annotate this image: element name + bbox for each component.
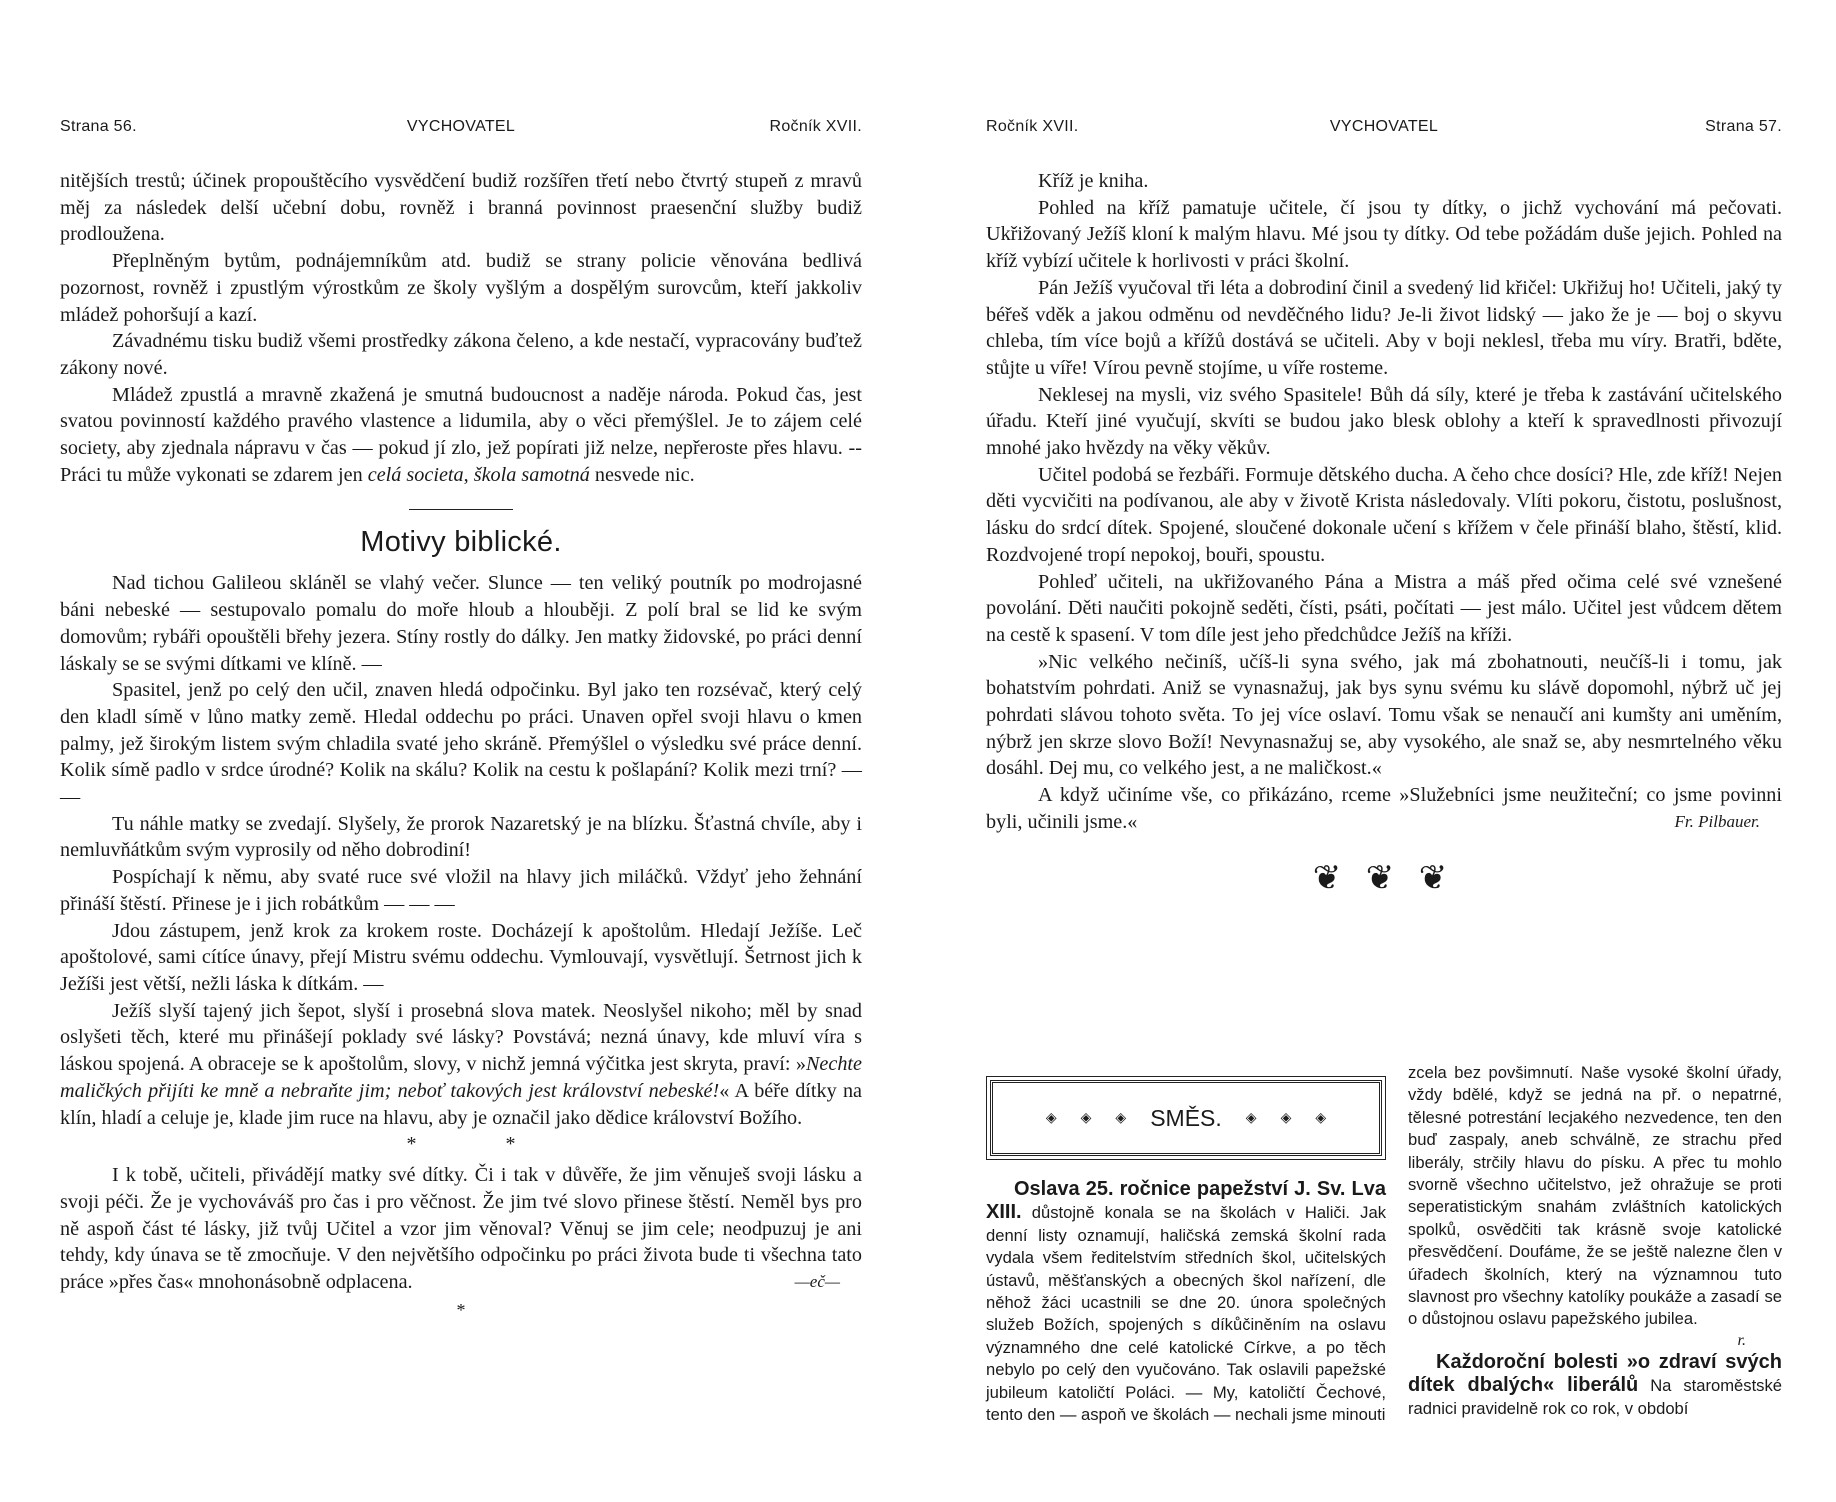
diamond-icon: ◈ xyxy=(1245,1110,1257,1126)
section-divider xyxy=(409,509,513,510)
news-item: zcela bez povšimnutí. Naše vysoké školní úřady, vždy bdělé, když se jedná na př. o nepatrné, tělesné potrestání lecjakého nezvedence, ten den buď zaspaly, aneb schválně, ze strachu před liberály, strčily hlavu do písku. A přec tu mohlo svorně všechno učitelstvo, jež ohražuje se proti seperatistickým snahám zvláštních katolických spolků, osvědčiti tak krásně svoje katolické přesvědčení. Doufáme, že se ještě nalezne člen v úřadech školních, který na významnou tuto slavnost pro všechny katolíky poukáže a zasadí se o důstojnou oslavu papežského jubilea. xyxy=(1408,1063,1782,1329)
left-page xyxy=(60,0,862,1500)
smes-section xyxy=(986,1062,1782,1502)
volume-label: Ročník XVII. xyxy=(769,118,862,135)
paragraph: Závadnému tisku budiž všemi prostředky zákona čeleno, a kde nestačí, vypracovány buďtež zákony nové. xyxy=(60,330,862,379)
fleuron-ornament: ❦ ❦ ❦ xyxy=(1312,859,1456,897)
page-number: Strana 57. xyxy=(1705,118,1782,135)
section-title: Motivy biblické. xyxy=(360,526,562,559)
journal-title: VYCHOVATEL xyxy=(406,118,516,135)
right-page-header xyxy=(986,118,1782,144)
paragraph: Přeplněným bytům, podnájemníkům atd. budiž se strany policie věnována bedlivá pozornost, rovněž i zpustlým výrostkům ze školy vyšlým a dospělým surovcům, kteří jakkoliv mládež pohoršují a kazí. xyxy=(60,250,862,326)
author-signature: Fr. Pilbauer. xyxy=(1674,811,1760,831)
diamond-icon: ◈ xyxy=(1315,1110,1327,1126)
paragraph: Tu náhle matky se zvedají. Slyšely, že prorok Nazaretský je na blízku. Šťastná chvíle, aby i nemluvňátkům svým vyprosily od něho dobrodiní! xyxy=(60,812,862,862)
diamond-icon: ◈ xyxy=(1280,1110,1292,1126)
news-headline: Každoroční bolesti »o zdraví svých dítek dbalých« liberálů xyxy=(1408,1350,1782,1397)
column-left xyxy=(986,1062,1386,1426)
diamond-icon: ◈ xyxy=(1080,1110,1092,1126)
smes-title: SMĚS. xyxy=(1150,1104,1222,1131)
page-number: Strana 56. xyxy=(60,118,137,135)
smes-heading-box xyxy=(990,1080,1382,1156)
news-item: Oslava 25. ročnice papežství J. Sv. Lva XIII. důstojně konala se na školách v Haliči. Jak denní listy oznamují, haličská zemská školní rada vydala všem ředitelstvím středních škol, učitelských ústavů, měšťanských a obecných škol nařízení, dle něhož žáci ucastnili se dne 20. února společných služeb Božích, spojených s díkůčiněním na oslavu významného dne celé katolické Církve, a po těch nebylo po celý den vyučováno. Tak oslavili papežské jubileum katoličtí Poláci. — My, katoličtí Čechové, tento den — aspoň ve školách — nechali jsme minouti xyxy=(986,1178,1386,1425)
paragraph: Pohleď učiteli, na ukřižovaného Pána a Mistra a máš před očima celé své vznešené povolání. Děti naučiti pokojně seděti, čísti, psáti, počítati — jest málo. Učitel jest vůdcem dětem na cestě k spasení. V tom díle jest jeho předchůdce Ježíš na kříži. xyxy=(986,570,1782,646)
paragraph: »Nic velkého nečiníš, učíš-li syna svého, jak má zbohatnouti, neučíš-li i tomu, jak bohatstvím pohrdati. Aniž se vynasnažuj, jak bys synu svému ku slávě dopomohl, nýbrž uč jej pohrdati slávou tohoto světa. To jej více oslaví. Tomu však se nenaučí ani kumšty ani uměním, nýbrž jen skrze slovo Boží! Nevynasnažuj se, aby vysokého, ale snaž se, aby nesmrtelného věku dosáhl. Dej mu, co velkého jest, a ne maličkost.« xyxy=(986,650,1782,780)
paragraph: Pospíchají k němu, aby svaté ruce své vložil na hlavy jich miláčků. Vždyť jeho žehnání přináší štěstí. Přinese je i jich robátkům — — — xyxy=(60,866,862,915)
diamond-icon: ◈ xyxy=(1115,1110,1127,1126)
news-headline: Oslava 25. ročnice papežství J. Sv. Lva XIII. xyxy=(986,1178,1386,1224)
paragraph: Mládež zpustlá a mravně zkažená je smutná budoucnost a naděje národa. Pokud čas, jest svatou povinností každého pravého vlastence a lidumila, aby o věci přemýšlel. Je to zájem celé society, aby zjednala nápravu v čas — pokud jí zlo, jež popírati již nelze, nepřeroste přes hlavu. -- Práci tu může vykonati se zdarem jen celá societa, škola samotná nesvede nic. xyxy=(60,383,862,486)
end-star: * xyxy=(456,1299,466,1320)
paragraph: I k tobě, učiteli, přivádějí matky své dítky. Či i tak v důvěře, že jim věnuješ svoji lásku a svoji péči. Že je vychováváš pro čas i pro věčnost. Že jim tvé slovo přinese štěstí. Neměl bys pro ně aspoň část té lásky, již tvůj Učitel a vzor jim věnoval? Věnuj se jim cele; neodpuzuj je ani tehdy, kdy únava se tě zmocňuje. V den největšího odpočinku po práci života bude ti všechna tato práce »přes čas« mnohonásobně odplacena. —eč— xyxy=(60,1162,862,1296)
journal-title: VYCHOVATEL xyxy=(1329,118,1439,135)
right-page xyxy=(986,0,1782,1500)
paragraph: Ježíš slyší tajený jich šepot, slyší i prosebná slova matek. Neoslyšel nikoho; měl by snad oslyšeti těch, které mu přinášejí poklady své lásky? Povstává; nezná únavy, kde mluví víra s láskou spojená. A obraceje se k apoštolům, slovy, v nichž jemná výčitka jest skryta, praví: »Nechte maličkých přijíti ke mně a nebraňte jim; neboť takových jest království nebeské!« A béře dítky na klín, hladí a celuje je, klade jim ruce na hlavu, aby je označil jako dědice království Božího. xyxy=(60,999,863,1129)
paragraph: Pán Ježíš vyučoval tři léta a dobrodiní činil a svedený lid křičel: Ukřižuj ho! Učiteli, jaký ty béřeš vděk a jakou odměnu od nevděčného lidu? Je-li život lidský — jako že je — boj o skyvu chleba, tím více bojů a křížů dostává se učiteli. Aby v boji neklesl, třeba mu víry. Bratři, bděte, stůjte u víře! Vírou pevně stojíme, u víře rosteme. xyxy=(986,276,1782,379)
paragraph: Neklesej na mysli, viz svého Spasitele! Bůh dá síly, které je třeba k zastávání učitelského úřadu. Kteří jiné vyučují, skvíti se budou jako blesk oblohy a kteří k spravedlnosti přivozují mnohé jako hvězdy na věky věkův. xyxy=(986,383,1782,460)
author-signature: —eč— xyxy=(794,1272,840,1292)
right-page-body xyxy=(986,168,1782,898)
paragraph: Učitel podobá se řezbáři. Formuje dětského ducha. A čeho chce dosíci? Hle, zde kříž! Nejen děti vycvičiti na podívanou, ale aby v životě Krista následovaly. Vlíti pokoru, čistotu, poslušnost, lásku do srdcí dítek. Spojené, sloučené dokonale učení s křížem v čele přináší blaho, štěstí, klid. Rozdvojené tropí nepokoj, bouři, spoustu. xyxy=(986,463,1782,566)
author-signature: r. xyxy=(1737,1331,1746,1349)
diamond-icon: ◈ xyxy=(1045,1110,1057,1126)
section-stars: * * xyxy=(406,1133,516,1156)
column-right xyxy=(1408,1062,1782,1420)
left-page-header xyxy=(60,118,862,144)
paragraph: Jdou zástupem, jenž krok za krokem roste. Docházejí k apoštolům. Hledají Ježíše. Leč apoštolové, sami cítíce únavy, přejí Mistru svému oddechu. Vymlouvají, vysvětlují. Šetrnost jich k Ježíši jest větší, nežli láska k dítkám. — xyxy=(60,919,862,995)
paragraph: Pohled na kříž pamatuje učitele, čí jsou ty dítky, o jichž vychování má pečovati. Ukřižovaný Ježíš kloní k malým hlavu. Mé jsou ty dítky. Od tebe požádám duše jejich. Pohled na kříž vybízí učitele k horlivosti v práci školní. xyxy=(986,196,1782,273)
left-page-body xyxy=(60,168,862,1321)
paragraph: Spasitel, jenž po celý den učil, znaven hledá odpočinku. Byl jako ten rozsévač, který celý den kladl símě v lůno matky země. Hledal oddechu po práci. Unaven opřel svoji hlavu o kmen palmy, jež širokým listem svým chladila svaté jeho skráně. Přemýšlel o výsledku své práce denní. Kolik símě padlo v srdce úrodné? Kolik na skálu? Kolik na cestu k pošlapání? Kolik mezi trní? — — xyxy=(60,679,862,809)
paragraph: Nad tichou Galileou skláněl se vlahý večer. Slunce — ten veliký poutník po modrojasné báni nebeské — sestupovalo pomalu do moře hloub a hlouběji. Z polí bral se lid ke svým domovům; rybáři opouštěli břehy jezera. Stíny rostly do dálky. Jen matky židovské, po práci denní láskaly se se svými dítkami ve klíně. — xyxy=(60,572,862,675)
volume-label: Ročník XVII. xyxy=(986,118,1079,135)
paragraph: A když učiníme vše, co přikázáno, rceme »Služebníci jsme neužiteční; co jsme povinni byli, učinili jsme.« Fr. Pilbauer. xyxy=(986,782,1782,835)
paragraph: nitějších trestů; účinek propouštěcího vysvědčení budiž rozšířen třetí nebo čtvrtý stupeň z mravů měj za následek delší učební dobu, rovněž i branná povinnost praesenční služby budiž prodloužena. xyxy=(60,170,862,246)
news-item: Každoroční bolesti »o zdraví svých dítek dbalých« liberálů Na staroměstské radnici pravidelně rok co rok, v období xyxy=(1408,1350,1783,1418)
paragraph: Kříž je kniha. xyxy=(1038,170,1149,192)
